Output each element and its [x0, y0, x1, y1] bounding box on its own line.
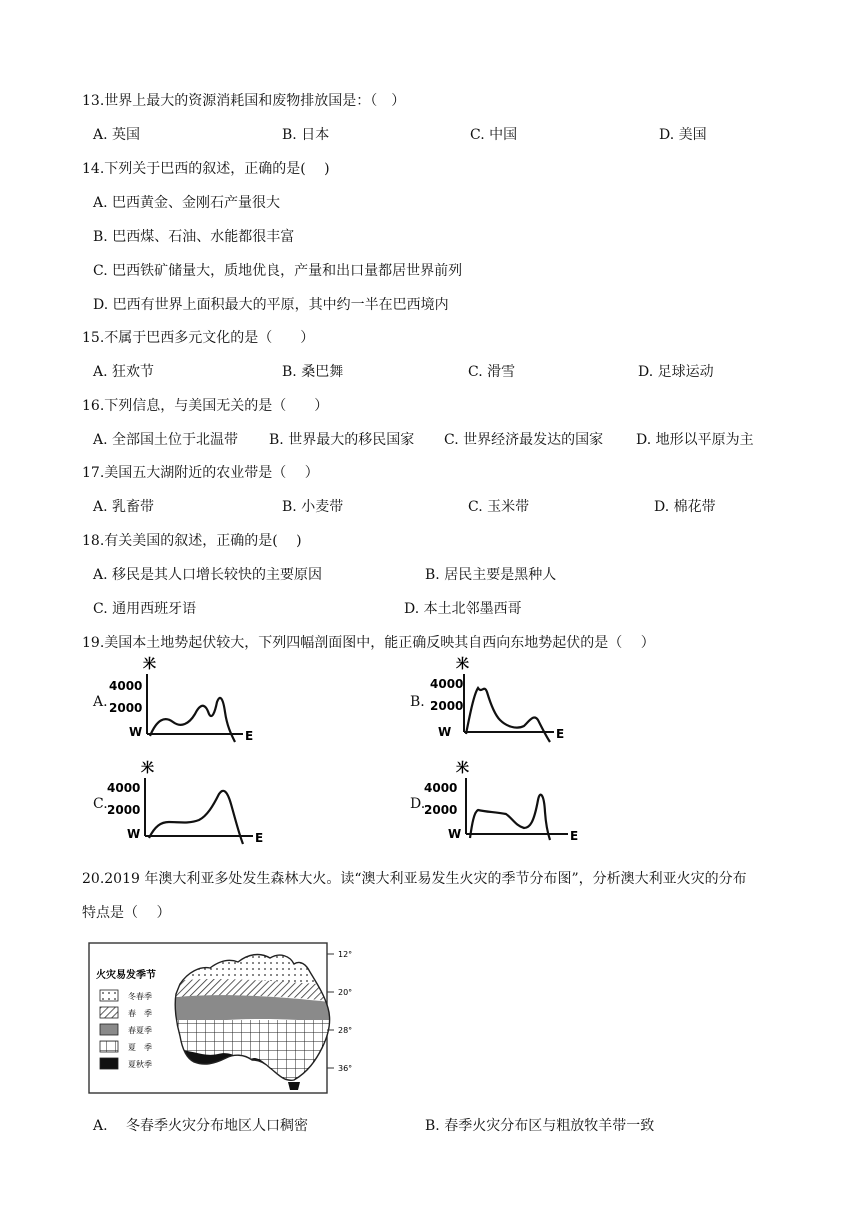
q19-option-a-label: A.: [93, 694, 108, 710]
legend-label-summer: 夏 季: [128, 1043, 152, 1052]
q18-option-c: C. 通用西班牙语: [93, 601, 197, 617]
q14-option-a: A. 巴西黄金、金刚石产量很大: [93, 195, 281, 211]
q15-option-b: B. 桑巴舞: [282, 364, 344, 380]
q14-option-c: C. 巴西铁矿储量大，质地优良，产量和出口量都居世界前列: [93, 263, 463, 279]
y-tick-2000: 2000: [107, 803, 141, 817]
q14-option-b: B. 巴西煤、石油、水能都很丰富: [93, 229, 295, 245]
q20-option-b: B. 春季火灾分布区与粗放牧羊带一致: [425, 1118, 655, 1134]
x-end-label: E: [570, 829, 579, 843]
q18-option-b: B. 居民主要是黑种人: [425, 567, 557, 583]
y-tick-2000: 2000: [109, 701, 143, 715]
y-tick-4000: 4000: [107, 781, 141, 795]
question-16-stem: 16.下列信息，与美国无关的是（ ）: [82, 398, 329, 414]
y-tick-4000: 4000: [109, 679, 143, 693]
question-15-stem: 15.不属于巴西多元文化的是（ ）: [82, 330, 315, 346]
q16-option-c: C. 世界经济最发达的国家: [444, 432, 604, 448]
question-20-stem-line1: 20.2019 年澳大利亚多处发生森林大火。读“澳大利亚易发生火灾的季节分布图”，分析澳大利亚火灾的分布: [82, 871, 747, 887]
legend-swatch-winter-spring: [100, 990, 118, 1001]
profile-chart-d: [420, 754, 590, 846]
y-tick-4000: 4000: [424, 781, 458, 795]
question-19-stem: 19.美国本土地势起伏较大，下列四幅剖面图中，能正确反映其自西向东地势起伏的是（ ）: [82, 635, 655, 651]
legend-label-summer-autumn: 夏秋季: [128, 1060, 152, 1069]
question-13-stem: 13.世界上最大的资源消耗国和废物排放国是：（ ）: [82, 93, 406, 109]
q17-option-a: A. 乳畜带: [93, 499, 155, 515]
legend-label-winter-spring: 冬春季: [128, 992, 152, 1001]
y-unit-label: 米: [456, 657, 470, 672]
x-end-label: E: [255, 831, 264, 845]
legend-label-spring-summer: 春夏季: [128, 1026, 152, 1035]
x-start-label: W: [448, 827, 462, 841]
q16-option-b: B. 世界最大的移民国家: [269, 432, 415, 448]
q13-option-b: B. 日本: [282, 127, 330, 143]
question-20-stem-line2: 特点是（ ）: [82, 905, 171, 921]
lat-label-12: 12°: [338, 950, 353, 959]
q16-option-d: D. 地形以平原为主: [636, 432, 754, 448]
q19-option-c-label: C.: [93, 796, 108, 812]
question-14-stem: 14.下列关于巴西的叙述，正确的是( ): [82, 161, 330, 177]
x-start-label: W: [438, 725, 452, 739]
x-start-label: W: [127, 827, 141, 841]
legend-swatch-spring: [100, 1007, 118, 1018]
australia-fire-season-map: [88, 942, 368, 1094]
q15-option-c: C. 滑雪: [468, 364, 516, 380]
question-17-stem: 17.美国五大湖附近的农业带是（ ）: [82, 465, 319, 481]
q14-option-d: D. 巴西有世界上面积最大的平原，其中约一半在巴西境内: [93, 297, 449, 313]
y-unit-label: 米: [141, 761, 155, 776]
q17-option-b: B. 小麦带: [282, 499, 344, 515]
q13-option-d: D. 美国: [659, 127, 707, 143]
y-tick-4000: 4000: [430, 677, 464, 691]
tasmania: [288, 1082, 300, 1090]
q19-option-d-label: D.: [410, 796, 426, 812]
y-tick-2000: 2000: [430, 699, 464, 713]
q18-option-a: A. 移民是其人口增长较快的主要原因: [93, 567, 323, 583]
q15-option-d: D. 足球运动: [638, 364, 714, 380]
legend-label-spring: 春 季: [128, 1009, 152, 1018]
q16-option-a: A. 全部国土位于北温带: [93, 432, 239, 448]
y-unit-label: 米: [456, 761, 470, 776]
legend-swatch-summer: [100, 1041, 118, 1052]
q13-option-c: C. 中国: [470, 127, 518, 143]
q18-option-d: D. 本土北邻墨西哥: [404, 601, 522, 617]
q17-option-d: D. 棉花带: [654, 499, 716, 515]
legend-title: 火灾易发季节: [96, 970, 156, 981]
y-unit-label: 米: [143, 657, 157, 672]
terrain-line: [466, 688, 550, 742]
q15-option-a: A. 狂欢节: [93, 364, 155, 380]
y-tick-2000: 2000: [424, 803, 458, 817]
profile-chart-b: [420, 654, 580, 746]
question-18-stem: 18.有关美国的叙述，正确的是( ): [82, 533, 302, 549]
x-start-label: W: [129, 725, 143, 739]
profile-chart-a: [105, 654, 265, 746]
lat-label-36: 36°: [338, 1064, 353, 1073]
x-end-label: E: [245, 729, 254, 743]
q17-option-c: C. 玉米带: [468, 499, 530, 515]
legend-swatch-summer-autumn: [100, 1058, 118, 1069]
profile-chart-c: [105, 754, 275, 846]
terrain-line: [150, 698, 235, 742]
x-end-label: E: [556, 727, 565, 741]
q19-option-b-label: B.: [410, 694, 425, 710]
lat-label-28: 28°: [338, 1026, 353, 1035]
legend-swatch-spring-summer: [100, 1024, 118, 1035]
q20-option-a: A. 冬春季火灾分布地区人口稠密: [93, 1118, 309, 1134]
q13-option-a: A. 英国: [93, 127, 141, 143]
lat-label-20: 20°: [338, 988, 353, 997]
